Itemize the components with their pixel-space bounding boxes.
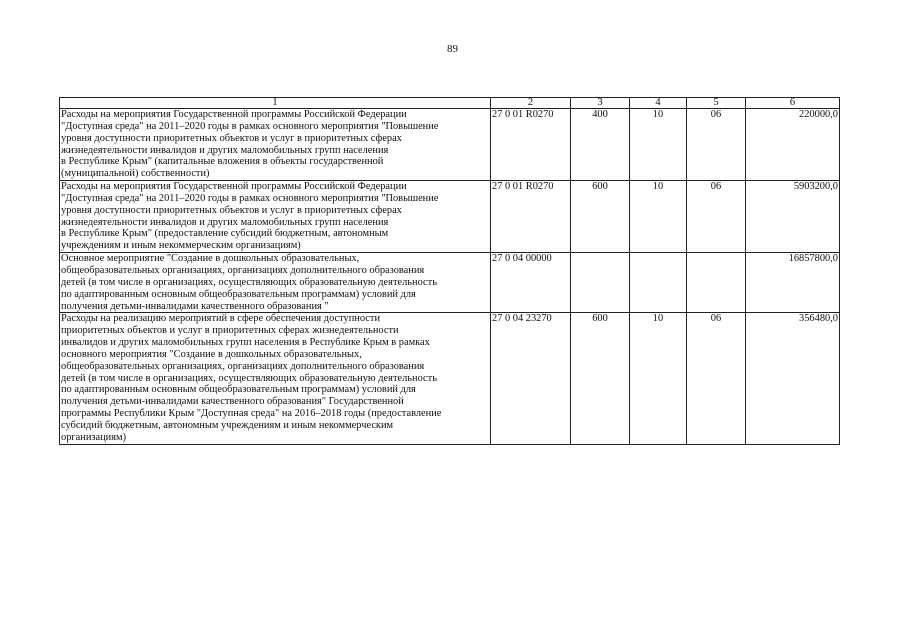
description-line: детей (в том числе в организациях, осуществляющих образовательную деятельность: [61, 276, 437, 288]
description-line: в Республике Крым" (капитальные вложения в объекты государственной: [61, 156, 384, 168]
column-header: 4: [630, 98, 687, 109]
row-description: [60, 109, 491, 181]
section: 10: [630, 313, 687, 444]
description-line: в Республике Крым" (предоставление субсидий бюджетным, автономным: [61, 228, 389, 240]
description-line: общеобразовательных организациях, организациях дополнительного образования: [61, 360, 425, 372]
subsection: [687, 253, 746, 313]
section: [630, 253, 687, 313]
target-code: 27 0 01 R0270: [491, 109, 571, 181]
row-description: [60, 181, 491, 253]
subsection: 06: [687, 313, 746, 444]
description-line: по адаптированным основным общеобразовательным программам) условий для: [61, 288, 416, 300]
description-line: программы Республики Крым "Доступная среда" на 2016–2018 годы (предоставление: [61, 408, 442, 420]
expense-type: 600: [571, 313, 630, 444]
expense-type: [571, 253, 630, 313]
description-line: по адаптированным основным общеобразовательным программам) условий для: [61, 384, 416, 396]
section: 10: [630, 109, 687, 181]
subsection: 06: [687, 109, 746, 181]
table-header-row: [60, 98, 840, 109]
column-header: 6: [746, 98, 840, 109]
description-line: "Доступная среда" на 2011–2020 годы в рамках основного мероприятия "Повышение: [61, 192, 439, 204]
table-row: [60, 109, 840, 181]
description-line: Расходы на мероприятия Государственной программы Российской Федерации: [61, 181, 407, 193]
description-line: организациям): [61, 431, 127, 443]
description-line: учреждениям и иным некоммерческим организациям): [61, 240, 301, 252]
target-code: 27 0 04 23270: [491, 313, 571, 444]
description-line: детей (в том числе в организациях, осуществляющих образовательную деятельность: [61, 372, 437, 384]
subsection: 06: [687, 181, 746, 253]
description-line: Расходы на мероприятия Государственной программы Российской Федерации: [61, 109, 407, 120]
expense-type: 600: [571, 181, 630, 253]
description-line: общеобразовательных организациях, организациях дополнительного образования: [61, 264, 425, 276]
description-line: получения детьми-инвалидами качественного образования" Государственной: [61, 396, 404, 408]
amount: 5903200,0: [746, 181, 840, 253]
row-description: [60, 313, 491, 444]
description-line: инвалидов и других маломобильных групп населения в Республике Крым в рамках: [61, 337, 430, 349]
description-line: "Доступная среда" на 2011–2020 годы в рамках основного мероприятия "Повышение: [61, 120, 439, 132]
amount: 220000,0: [746, 109, 840, 181]
target-code: 27 0 01 R0270: [491, 181, 571, 253]
description-line: получения детьми-инвалидами качественного образования ": [61, 300, 329, 312]
target-code: 27 0 04 00000: [491, 253, 571, 313]
table-row: [60, 313, 840, 444]
table-row: [60, 181, 840, 253]
section: 10: [630, 181, 687, 253]
description-line: уровня доступности приоритетных объектов и услуг в приоритетных сферах: [61, 132, 402, 144]
description-line: Основное мероприятие "Создание в дошкольных образовательных,: [61, 253, 360, 265]
description-line: (муниципальной) собственности): [61, 168, 210, 180]
description-line: жизнедеятельности инвалидов и других маломобильных групп населения: [61, 216, 389, 228]
column-header: 1: [60, 98, 491, 109]
description-line: основного мероприятия "Создание в дошкольных образовательных,: [61, 348, 362, 360]
description-line: субсидий бюджетным, автономным учреждениям и иным некоммерческим: [61, 419, 394, 431]
description-line: приоритетных объектов и услуг в приоритетных сферах жизнедеятельности: [61, 325, 399, 337]
description-line: жизнедеятельности инвалидов и других маломобильных групп населения: [61, 144, 389, 156]
column-header: 2: [491, 98, 571, 109]
amount: 16857800,0: [746, 253, 840, 313]
column-header: 3: [571, 98, 630, 109]
description-line: уровня доступности приоритетных объектов и услуг в приоритетных сферах: [61, 204, 402, 216]
expense-type: 400: [571, 109, 630, 181]
page-number: 89: [447, 43, 458, 55]
amount: 356480,0: [746, 313, 840, 444]
column-header: 5: [687, 98, 746, 109]
description-line: Расходы на реализацию мероприятий в сфере обеспечения доступности: [61, 313, 381, 325]
budget-table: [59, 97, 840, 445]
table-row: [60, 253, 840, 313]
row-description: [60, 253, 491, 313]
